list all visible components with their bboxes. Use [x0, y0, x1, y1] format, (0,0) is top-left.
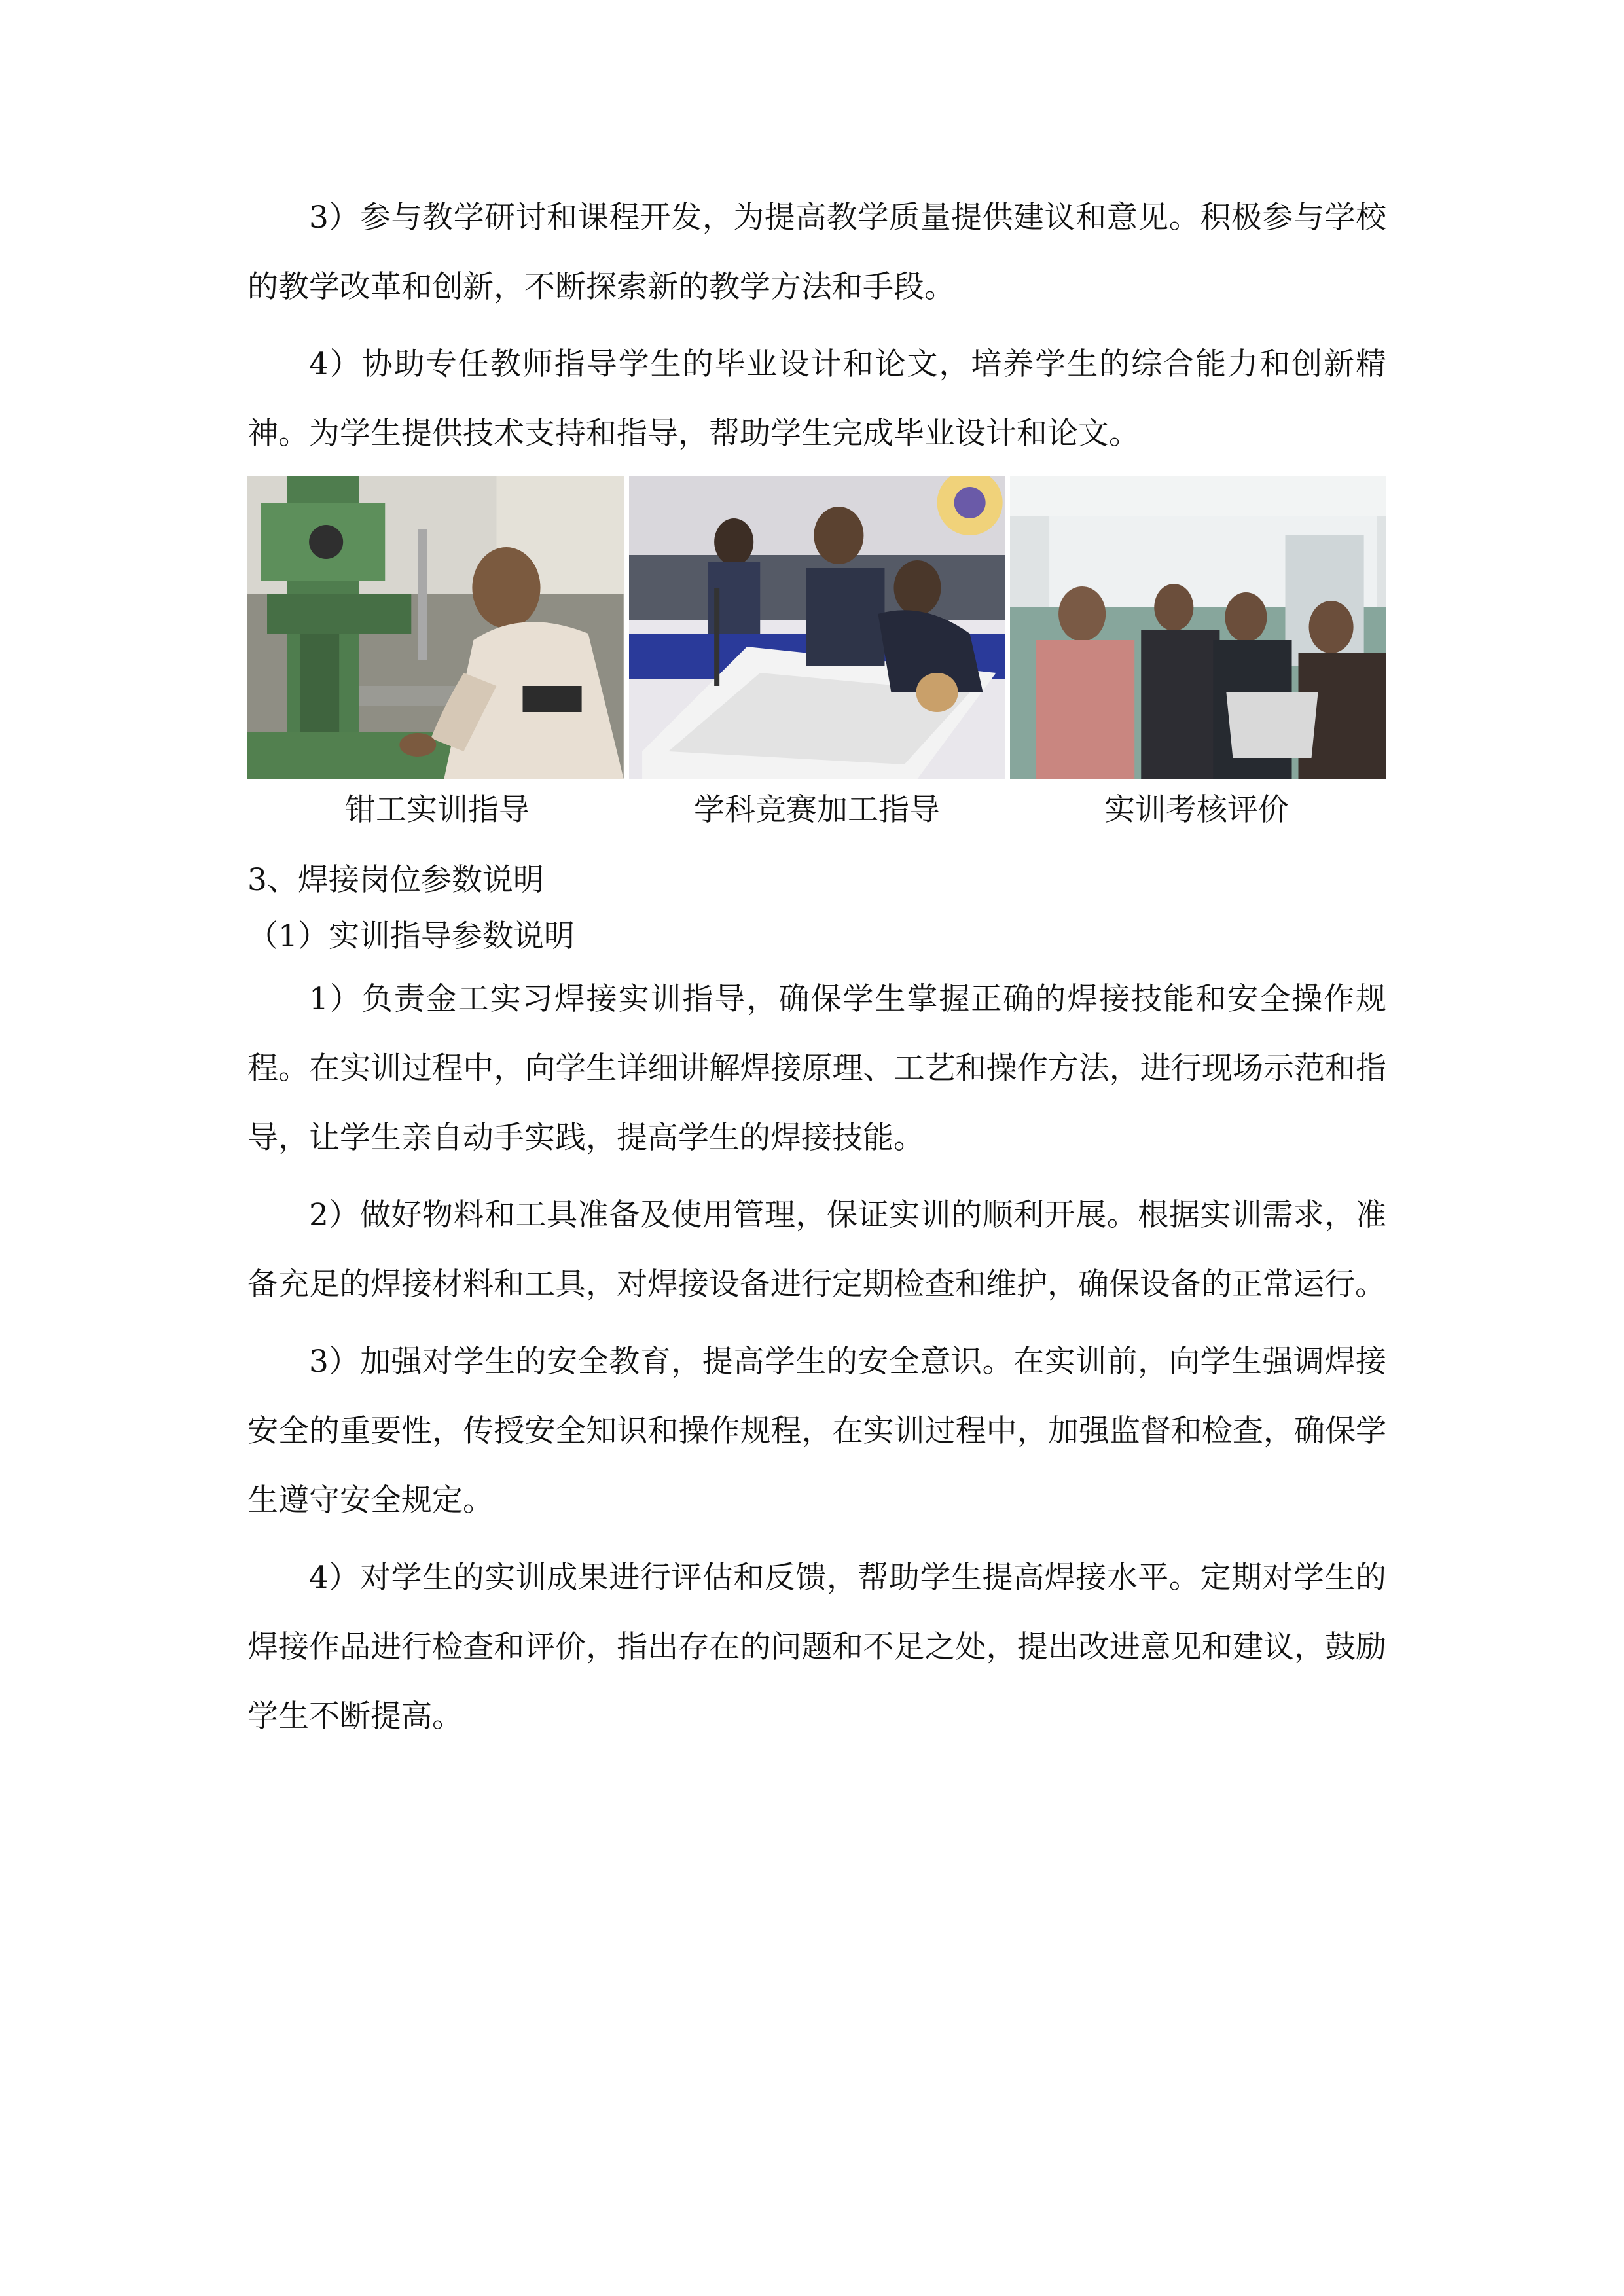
photo-row: [247, 476, 1386, 779]
photo-caption: 实训考核评价: [1104, 792, 1289, 828]
paragraph-4: 4）协助专任教师指导学生的毕业设计和论文，培养学生的综合能力和创新精神。为学生提供技术支持和指导，帮助学生完成毕业设计和论文。: [247, 346, 1386, 452]
page-content: [247, 183, 1386, 1751]
paragraph-3: 3）参与教学研讨和课程开发，为提高教学质量提供建议和意见。积极参与学校的教学改革和创新，不断探索新的教学方法和手段。: [247, 200, 1386, 305]
drill-press-photo: [247, 476, 624, 779]
paragraph-3-bottom: 3）加强对学生的安全教育，提高学生的安全意识。在实训前，向学生强调焊接安全的重要性，传授安全知识和操作规程，在实训过程中，加强监督和检查，确保学生遵守安全规定。: [247, 1344, 1386, 1518]
caption-row: [247, 791, 1386, 830]
photo-caption: 学科竞赛加工指导: [694, 792, 940, 828]
paragraph-2: 2）做好物料和工具准备及使用管理，保证实训的顺利开展。根据实训需求，准备充足的焊接材料和工具，对焊接设备进行定期检查和维护，确保设备的正常运行。: [247, 1197, 1386, 1302]
inspection-photo: [1010, 476, 1386, 779]
photo-caption: 钳工实训指导: [345, 792, 530, 828]
competition-photo: [629, 476, 1005, 779]
paragraph-1: 1）负责金工实习焊接实训指导，确保学生掌握正确的焊接技能和安全操作规程。在实训过程中，向学生详细讲解焊接原理、工艺和操作方法，进行现场示范和指导，让学生亲自动手实践，提高学生的焊接技能。: [247, 981, 1386, 1156]
section-heading: 3、焊接岗位参数说明: [247, 862, 544, 898]
paragraph-4-bottom: 4）对学生的实训成果进行评估和反馈，帮助学生提高焊接水平。定期对学生的焊接作品进行检查和评价，指出存在的问题和不足之处，提出改进意见和建议，鼓励学生不断提高。: [247, 1560, 1386, 1734]
subsection-heading: （1）实训指导参数说明: [247, 918, 575, 954]
